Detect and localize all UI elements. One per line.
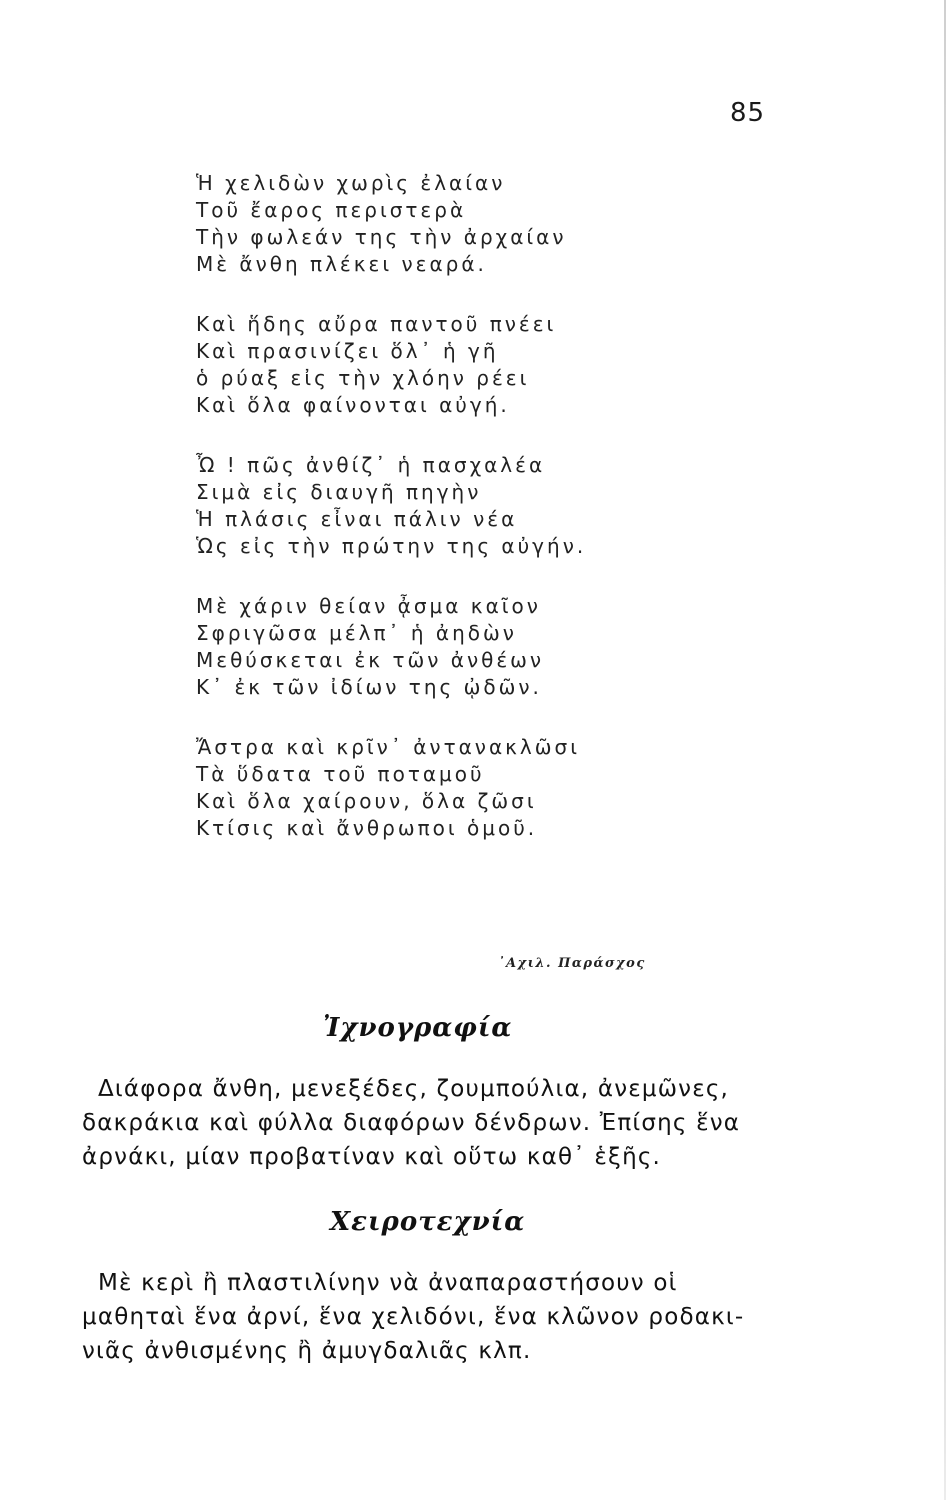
poem-line: Ὡς εἰς τὴν πρώτην της αὐγήν.: [196, 534, 587, 558]
poem-line: Τὴν φωλεάν της τὴν ἀρχαίαν: [196, 225, 567, 249]
poem-stanza-3: [196, 452, 796, 560]
paragraph-line: Διάφορα ἄνθη, μενεξέδες, ζουμπούλια, ἀνεμῶνες,: [98, 1076, 730, 1102]
poem-stanza-4: [196, 593, 796, 701]
paragraph-line: δακράκια καὶ φύλλα διαφόρων δένδρων. Ἐπίσης ἕνα: [82, 1110, 741, 1136]
poem-line: Τοῦ ἔαρος περιστερὰ: [196, 198, 467, 222]
paragraph-line: Μὲ κερὶ ἢ πλαστιλίνην νὰ ἀναπαραστήσουν οἱ: [98, 1270, 678, 1296]
poem-line: Καὶ ὅλα χαίρουν, ὅλα ζῶσι: [196, 789, 537, 813]
poem-author: ᾿Αχιλ. Παράσχος: [498, 956, 646, 971]
poem-line: Μὲ ἄνθη πλέκει νεαρά.: [196, 252, 487, 276]
poem-line: Σιμὰ εἰς διαυγῆ πηγὴν: [196, 480, 482, 504]
section-text-handicraft: [82, 1266, 802, 1368]
poem-line: Ὦ ! πῶς ἀνθίζ᾿ ἡ πασχαλέα: [196, 453, 546, 477]
section-text-drawing: [82, 1072, 802, 1174]
poem-stanza-2: [196, 311, 796, 419]
poem-line: Σφριγῶσα μέλπ᾿ ἡ ἀηδὼν: [196, 621, 517, 645]
poem-line: Ἡ χελιδὼν χωρὶς ἐλαίαν: [196, 171, 506, 195]
poem-line: Ἄστρα καὶ κρῖν᾿ ἀντανακλῶσι: [196, 735, 580, 759]
poem-line: Κ᾿ ἐκ τῶν ἰδίων της ᾠδῶν.: [196, 675, 542, 699]
poem-stanza-1: [196, 170, 796, 278]
section-heading-drawing: Ἰχνογραφία: [323, 1013, 513, 1043]
poem-line: Καὶ ὅλα φαίνονται αὐγή.: [196, 393, 510, 417]
poem: [196, 170, 796, 875]
poem-line: Κτίσις καὶ ἄνθρωποι ὁμοῦ.: [196, 816, 538, 840]
paragraph-line: μαθηταὶ ἕνα ἀρνί, ἕνα χελιδόνι, ἕνα κλῶνον ροδακι-: [82, 1304, 745, 1330]
poem-line: Μεθύσκεται ἐκ τῶν ἀνθέων: [196, 648, 545, 672]
poem-line: Μὲ χάριν θείαν ᾆσμα καῖον: [196, 594, 541, 618]
section-heading-handicraft: Χειροτεχνία: [330, 1207, 526, 1237]
poem-line: Καὶ πρασινίζει ὅλ᾿ ἡ γῆ: [196, 339, 499, 363]
paragraph-line: ἀρνάκι, μίαν προβατίναν καὶ οὕτω καθ᾿ ἑξῆς.: [82, 1144, 662, 1170]
page-number: 85: [730, 98, 766, 128]
poem-line: ὁ ρύαξ εἰς τὴν χλόην ρέει: [196, 366, 530, 390]
paragraph-line: νιᾶς ἀνθισμένης ἢ ἀμυγδαλιᾶς κλπ.: [82, 1338, 532, 1364]
poem-line: Καὶ ἥδης αὔρα παντοῦ πνέει: [196, 312, 557, 336]
poem-line: Ἡ πλάσις εἶναι πάλιν νέα: [196, 507, 518, 531]
page-edge-shadow: [944, 0, 946, 1500]
poem-stanza-5: [196, 734, 796, 842]
poem-line: Τὰ ὕδατα τοῦ ποταμοῦ: [196, 762, 485, 786]
